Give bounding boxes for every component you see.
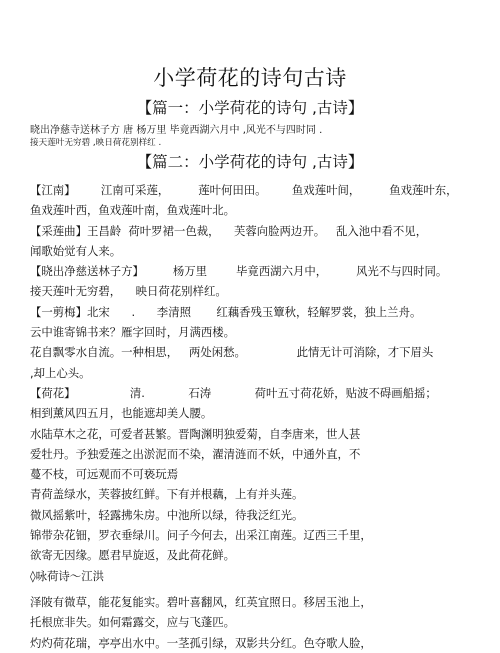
poem-line: ◊咏荷诗～江洪 [30, 568, 104, 583]
poem-line: 闻歌始觉有人来。 [30, 243, 122, 258]
poem-line: 花自飘零水自流。一种相思， 两处闲愁。 此情无计可消除，才下眉头 [30, 345, 434, 360]
poem-line: 欲寄无因缘。愿君早旋返，及此荷花鲜。 [30, 548, 236, 563]
poem-line: 云中谁寄锦书来？雁字回时，月满西楼。 [30, 325, 236, 340]
poem-line: 水陆草木之花，可爱者甚繁。晋陶渊明独爱菊，自李唐来，世人甚 [30, 426, 361, 441]
poem-line: 【江南】 江南可采莲， 莲叶何田田。 鱼戏莲叶间， 鱼戏莲叶东， [30, 183, 458, 197]
poem-line: ,却上心头。 [30, 365, 91, 380]
poem-line: 【晓出净慈送林子方】 杨万里 毕竟西湖六月中， 风光不与四时同。 [30, 264, 448, 279]
poem-line: 泽陂有微草，能花复能实。碧叶喜翻风，红英宜照日。移居玉池上， [30, 594, 372, 609]
poem-line: 锦带杂花钿，罗衣垂绿川。问子今何去，出采江南莲。辽西三千里， [30, 528, 372, 543]
section-heading-2: 【篇二：小学荷花的诗句 ,古诗】 [136, 153, 364, 171]
section-2-body [30, 180, 496, 653]
poem-line: 【采莲曲】王昌龄 荷叶罗裙一色裁， 芙蓉向脸两边开。 乱入池中看不见， [30, 223, 428, 238]
section-1-line-1: 晓出净慈寺送林子方 唐 杨万里 毕竟西湖六月中 ,风光不与四时同 . [30, 125, 323, 136]
poem-line: 灼灼荷花瑞，亭亭出水中。一茎孤引绿，双影共分红。色夺歌人脸， [30, 635, 372, 650]
poem-line: 爱牡丹。予独爱莲之出淤泥而不染，濯清涟而不妖，中通外直，不 [30, 446, 361, 461]
poem-line: 接天莲叶无穷碧， 映日荷花别样红。 [30, 284, 227, 299]
document-title: 小学荷花的诗句古诗 [153, 66, 347, 90]
poem-line: 【荷花】 清. 石涛 荷叶五寸荷花娇，贴波不碍画船摇； [30, 385, 437, 400]
poem-line: 相到薰风四五月，也能遮却美人腰。 [30, 406, 213, 421]
section-heading-1: 【篇一：小学荷花的诗句 ,古诗】 [136, 99, 364, 117]
poem-line: 托根庶非失。如何霜露交，应与飞蓬匹。 [30, 615, 236, 630]
poem-line: 微风摇紫叶，轻露拂朱房。中池所以绿，待我泛红光。 [30, 507, 304, 522]
poem-line: 【一剪梅】北宋 . 李清照 红藕香残玉簟秋，轻解罗裳，独上兰舟。 [30, 304, 422, 319]
poem-line: 鱼戏莲叶西，鱼戏莲叶南，鱼戏莲叶北。 [30, 203, 236, 218]
poem-line: 蔓不枝，可远观而不可亵玩焉 [30, 467, 179, 482]
poem-line: 青荷盖绿水，芙蓉披红鲜。下有并根藕，上有并头莲。 [30, 487, 304, 502]
section-1-line-2: 接天莲叶无穷碧 ,映日荷花别样红 . [30, 138, 162, 148]
